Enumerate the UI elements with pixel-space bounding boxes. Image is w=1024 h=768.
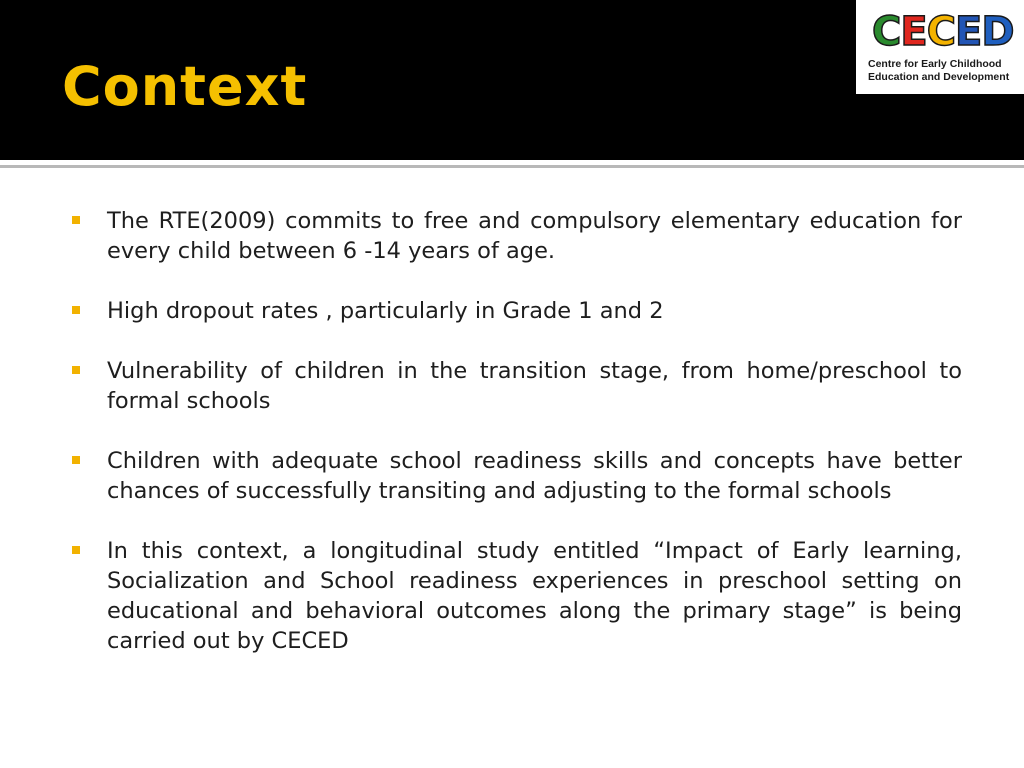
bullet-text: The RTE(2009) commits to free and compulsory elementary education for every child between 6 -14 years of age. [107, 208, 962, 264]
ceced-logo [856, 0, 1024, 94]
logo-letter: C [872, 9, 901, 55]
logo-subtitle-line: Centre for Early Childhood [868, 58, 1002, 70]
bullet-square-icon [72, 366, 80, 374]
list-item [72, 356, 962, 416]
logo-subtitle [868, 58, 1022, 84]
logo-letter: E [900, 9, 927, 55]
logo-wordmark [872, 10, 1014, 54]
bullet-text: In this context, a longitudinal study entitled “Impact of Early learning, Socialization and School readiness experiences in preschool setting on educational and behavioral outcomes along the primary stage” is being carried out by CECED [107, 538, 962, 654]
bullet-square-icon [72, 306, 80, 314]
logo-letter: D [981, 9, 1014, 55]
list-item [72, 536, 962, 656]
bullet-square-icon [72, 546, 80, 554]
logo-letter: E [955, 9, 982, 55]
bullet-text: High dropout rates , particularly in Grade 1 and 2 [107, 298, 664, 324]
list-item [72, 296, 962, 326]
list-item [72, 446, 962, 506]
bullet-text: Vulnerability of children in the transition stage, from home/preschool to formal schools [107, 358, 962, 414]
logo-subtitle-line: Education and Development [868, 71, 1010, 83]
slide-title: Context [62, 55, 308, 118]
bullet-square-icon [72, 456, 80, 464]
list-item [72, 206, 962, 266]
logo-letter: C [926, 9, 956, 55]
bullet-square-icon [72, 216, 80, 224]
header-divider-shadow [0, 165, 1024, 168]
bullet-list [72, 206, 962, 686]
bullet-text: Children with adequate school readiness skills and concepts have better chances of successfully transiting and adjusting to the formal schools [107, 448, 962, 504]
